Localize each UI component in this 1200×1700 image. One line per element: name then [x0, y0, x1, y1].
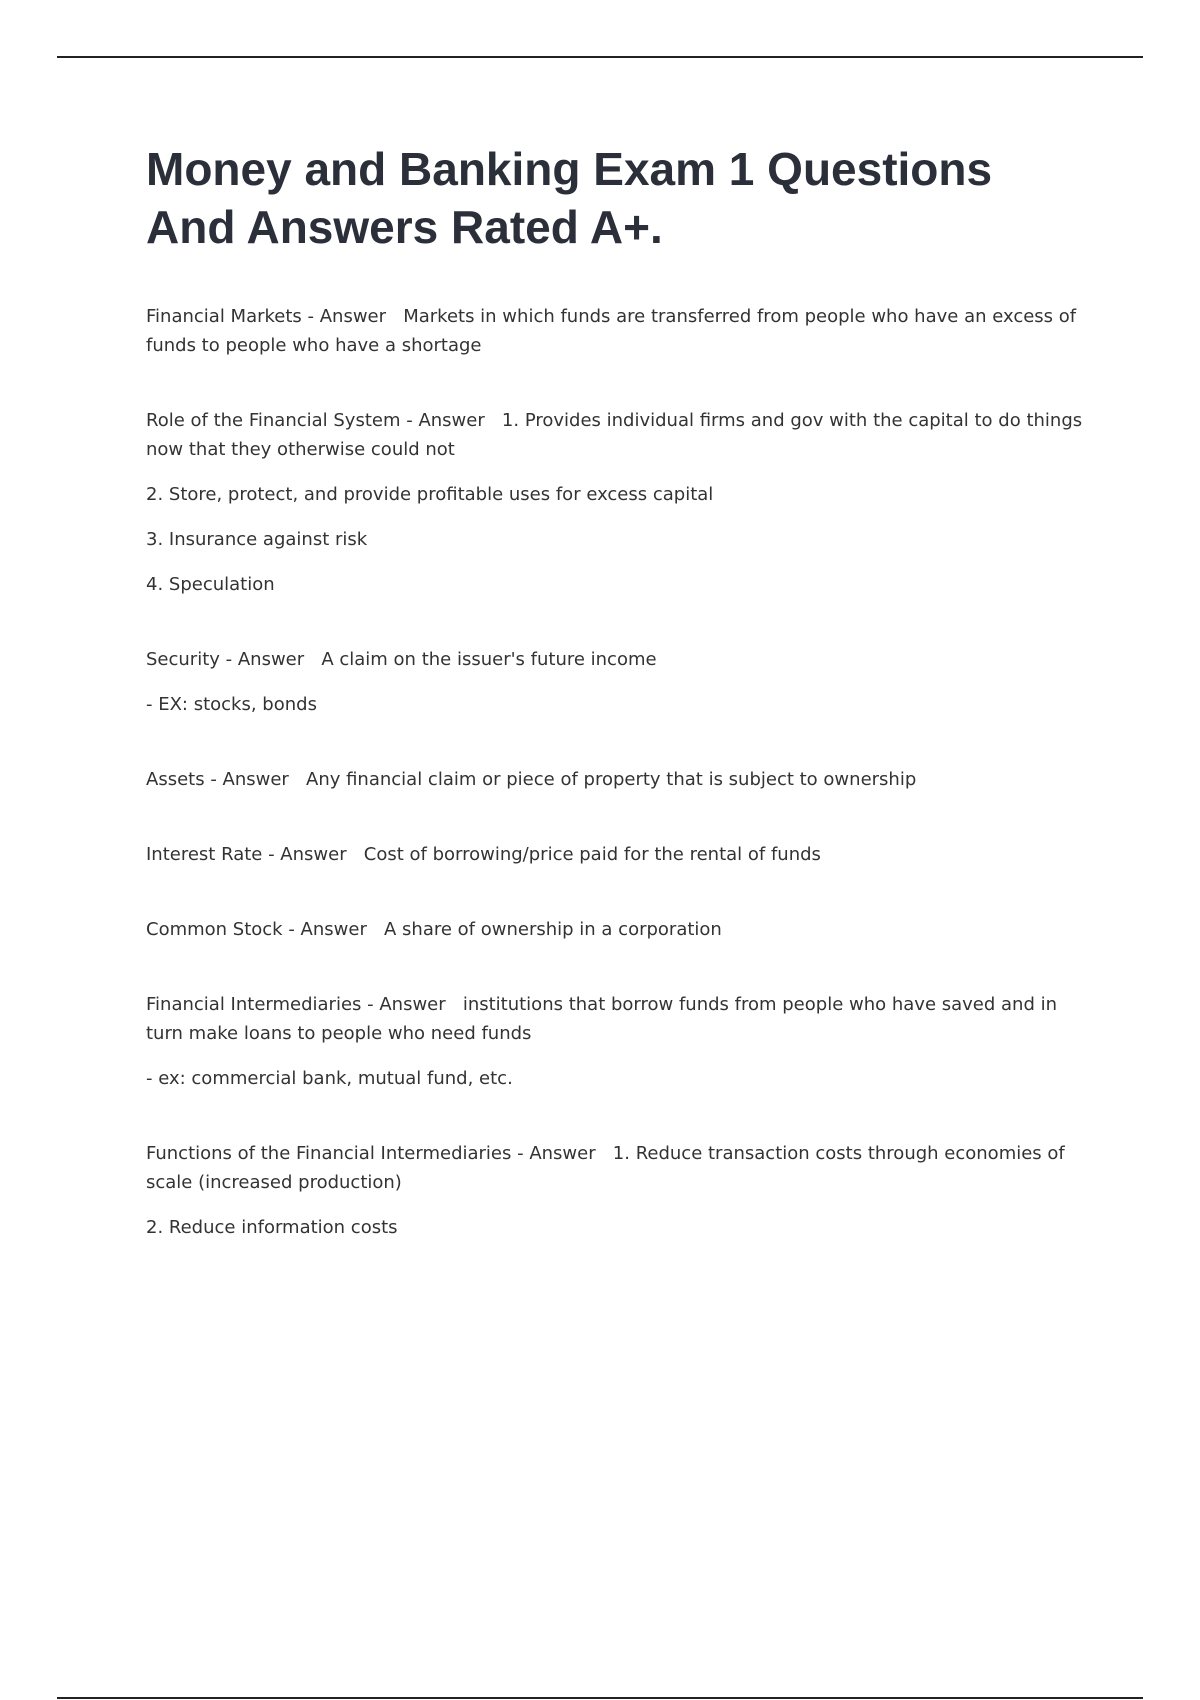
- qa-separator: - Answer: [262, 844, 364, 865]
- qa-extra-line: 2. Store, protect, and provide profitable uses for excess capital: [146, 484, 714, 505]
- qa-term: Financial Intermediaries: [146, 994, 362, 1015]
- qa-line: [146, 915, 1086, 944]
- qa-extra-line: - EX: stocks, bonds: [146, 694, 317, 715]
- qa-answer: Cost of borrowing/price paid for the rental of funds: [363, 844, 821, 865]
- qa-separator: - Answer: [282, 919, 385, 940]
- qa-extra-line: 3. Insurance against risk: [146, 529, 368, 550]
- qa-line: [146, 765, 1086, 794]
- qa-list: [146, 302, 1086, 1242]
- qa-separator: - Answer: [361, 994, 463, 1015]
- qa-item: [146, 765, 1086, 794]
- qa-item: [146, 990, 1086, 1093]
- qa-answer: 1. Reduce transaction costs through economies of scale (increased production): [146, 1143, 1065, 1193]
- qa-line: [146, 1139, 1086, 1197]
- qa-line: [146, 990, 1086, 1048]
- qa-separator: - Answer: [204, 769, 306, 790]
- qa-term: Security: [146, 649, 220, 670]
- qa-line: [146, 645, 1086, 674]
- document-body: [146, 140, 1086, 1288]
- qa-item: [146, 915, 1086, 944]
- qa-line: [146, 302, 1086, 360]
- qa-term: Financial Markets: [146, 306, 302, 327]
- qa-separator: - Answer: [511, 1143, 613, 1164]
- qa-answer: A share of ownership in a corporation: [384, 919, 722, 940]
- qa-item: [146, 406, 1086, 599]
- qa-answer: institutions that borrow funds from people who have saved and in turn make loans to people who need funds: [146, 994, 1058, 1044]
- qa-item: [146, 1139, 1086, 1242]
- bottom-rule: [57, 1697, 1143, 1699]
- qa-term: Common Stock: [146, 919, 283, 940]
- qa-separator: - Answer: [400, 410, 502, 431]
- qa-answer: A claim on the issuer's future income: [321, 649, 657, 670]
- qa-answer: 1. Provides individual firms and gov with the capital to do things now that they otherwise could not: [146, 410, 1083, 460]
- qa-line: [146, 840, 1086, 869]
- qa-answer: Markets in which funds are transferred from people who have an excess of funds to people who have a shortage: [146, 306, 1077, 356]
- qa-extra-line: 2. Reduce information costs: [146, 1217, 398, 1238]
- qa-extra-line: - ex: commercial bank, mutual fund, etc.: [146, 1068, 513, 1089]
- qa-item: [146, 645, 1086, 719]
- document-title: Money and Banking Exam 1 Questions And Answers Rated A+.: [146, 143, 993, 253]
- qa-term: Assets: [146, 769, 205, 790]
- qa-separator: - Answer: [219, 649, 322, 670]
- qa-term: Functions of the Financial Intermediaries: [146, 1143, 512, 1164]
- qa-term: Role of the Financial System: [146, 410, 401, 431]
- qa-item: [146, 840, 1086, 869]
- qa-line: [146, 406, 1086, 464]
- qa-term: Interest Rate: [146, 844, 263, 865]
- qa-separator: - Answer: [301, 306, 404, 327]
- qa-extra-line: 4. Speculation: [146, 574, 275, 595]
- qa-answer: Any financial claim or piece of property that is subject to ownership: [306, 769, 917, 790]
- top-rule: [57, 56, 1143, 58]
- qa-item: [146, 302, 1086, 360]
